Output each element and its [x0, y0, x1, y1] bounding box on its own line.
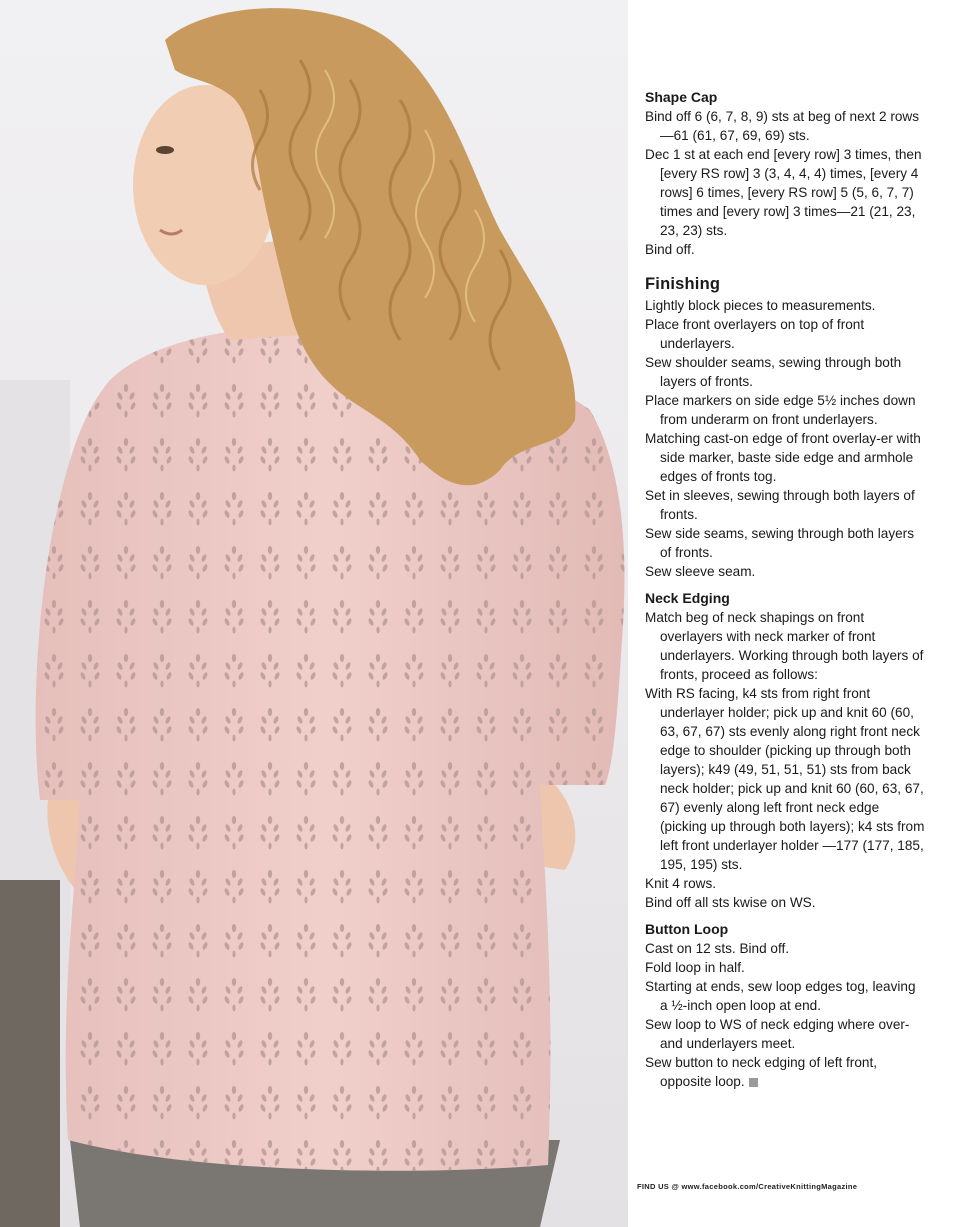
- instruction-line: Sew side seams, sewing through both layers of fronts.: [645, 526, 914, 560]
- section-neck-edging: [645, 589, 925, 912]
- instruction-line: Match beg of neck shapings on front overlayers with neck marker of front underlayers. Working through both layers of fronts, proceed as follows:: [645, 610, 924, 682]
- instruction-line: Dec 1 st at each end [every row] 3 times, then [every RS row] 3 (3, 4, 4, 4) times, [every 4 rows] 6 times, [every RS row] 5 (5, 6, 7, 7) times and [every row] 3 times—21 (21, 23, 23, 23) sts.: [645, 147, 922, 238]
- instruction-text: Sew button to neck edging of left front, opposite loop.: [645, 1055, 877, 1089]
- lace-pattern: [36, 327, 625, 1170]
- pattern-instructions: [645, 88, 925, 1099]
- eye: [156, 146, 174, 154]
- instruction-line: Starting at ends, sew loop edges tog, leaving a ½-inch open loop at end.: [645, 979, 916, 1013]
- heading-neck-edging: Neck Edging: [645, 590, 730, 606]
- instruction-line: Bind off 6 (6, 7, 8, 9) sts at beg of next 2 rows—61 (61, 67, 69, 69) sts.: [645, 109, 920, 143]
- instruction-line: Sew loop to WS of neck edging where over- and underlayers meet.: [645, 1017, 910, 1051]
- instruction-line: Sew sleeve seam.: [645, 564, 756, 579]
- instruction-line: Place front overlayers on top of front underlayers.: [645, 317, 865, 351]
- instruction-line: Set in sleeves, sewing through both layers of fronts.: [645, 488, 915, 522]
- instruction-line: Place markers on side edge 5½ inches down from underarm on front underlayers.: [645, 393, 916, 427]
- instruction-line: Knit 4 rows.: [645, 876, 717, 891]
- section-shape-cap: [645, 88, 925, 259]
- instruction-line: Lightly block pieces to measurements.: [645, 298, 876, 313]
- instruction-line: Bind off.: [645, 242, 695, 257]
- instruction-line: Cast on 12 sts. Bind off.: [645, 941, 790, 956]
- instruction-line: Sew shoulder seams, sewing through both layers of fronts.: [645, 355, 902, 389]
- instruction-line: Matching cast-on edge of front overlay-er with side marker, baste side edge and armhole edges of fronts tog.: [645, 431, 921, 484]
- instruction-line: Bind off all sts kwise on WS.: [645, 895, 816, 910]
- end-of-pattern-square-icon: [749, 1078, 758, 1087]
- footer-find-us: FIND US @ www.facebook.com/CreativeKnittingMagazine: [637, 1182, 858, 1191]
- heading-button-loop: Button Loop: [645, 921, 729, 937]
- instruction-line-last: [645, 1053, 925, 1091]
- section-finishing: [645, 275, 925, 581]
- instruction-line: With RS facing, k4 sts from right front underlayer holder; pick up and knit 60 (60, 63, 67, 67) sts evenly along right front neck edge to shoulder (picking up through both layers); k49 (49, 51, 51, 51) sts from back neck holder; pick up and knit 60 (60, 63, 67, 67) evenly along left front neck edge (picking up through both layers); k4 sts from left front underlayer holder —177 (177, 185, 195, 195) sts.: [645, 686, 925, 872]
- section-button-loop: [645, 920, 925, 1091]
- instruction-line: Fold loop in half.: [645, 960, 745, 975]
- background-chair: [0, 880, 60, 1227]
- heading-finishing: Finishing: [645, 275, 721, 293]
- heading-shape-cap: Shape Cap: [645, 89, 718, 105]
